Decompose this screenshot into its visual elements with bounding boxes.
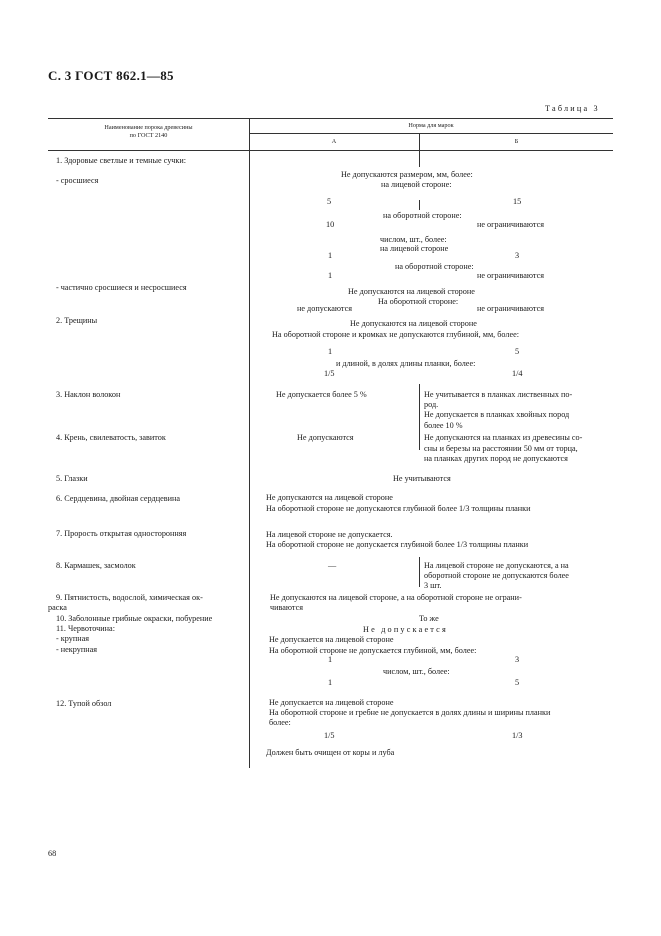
- row-6-title: 6. Сердцевина, двойная сердцевина: [56, 494, 180, 503]
- r8-b1: На лицевой стороне не допускаются, а на: [424, 561, 569, 570]
- col-divider: [249, 118, 250, 768]
- r1b-va: не допускаются: [297, 304, 353, 313]
- head-grade-b: Б: [514, 138, 519, 145]
- r11b-t2: На оборотной стороне не допускается глубиной, мм, более:: [269, 646, 477, 655]
- r1a-v4a: 1: [328, 271, 333, 280]
- r6-t1: Не допускаются на лицевой стороне: [266, 493, 393, 502]
- row-7-title: 7. Прорость открытая односторонняя: [56, 529, 187, 538]
- head-col1-line1: Наименование порока древесины: [104, 124, 193, 131]
- row-12-title: 12. Тупой обзол: [56, 699, 112, 708]
- r1a-v4b: не ограничиваются: [477, 271, 544, 280]
- r9-t2: чиваются: [270, 603, 303, 612]
- row-3-title: 3. Наклон волокон: [56, 390, 121, 399]
- r7-t1: На лицевой стороне не допускается.: [266, 530, 393, 539]
- r12-t1: Не допускается на лицевой стороне: [269, 698, 394, 707]
- r2-v1a: 1: [328, 347, 333, 356]
- r4-a: Не допускаются: [297, 433, 354, 442]
- r2-v2a: 1/5: [324, 369, 335, 378]
- r12-vb: 1/3: [512, 731, 523, 740]
- r2-t1: Не допускаются на лицевой стороне: [350, 319, 477, 328]
- r12-t4: Должен быть очищен от коры и луба: [266, 748, 395, 757]
- r10-t: То же: [419, 614, 439, 623]
- head-sub-rule: [249, 133, 613, 134]
- r1a-t4: числом, шт., более:: [380, 235, 447, 244]
- r1a-t5: на лицевой стороне: [380, 244, 449, 253]
- ab-divider-seg: [419, 557, 420, 587]
- r2-t3: и длиной, в долях длины планки, более:: [336, 359, 476, 368]
- r3-b4: более 10 %: [424, 421, 463, 430]
- r1a-v2b: не ограничиваются: [477, 220, 544, 229]
- row-9-title-l2: раска: [48, 603, 67, 612]
- r7-t2: На оборотной стороне не допускается глубиной более 1/3 толщины планки: [266, 540, 529, 549]
- row-1b-title: - частично сросшиеся и несросшиеся: [56, 283, 187, 292]
- r4-b1: Не допускаются на планках из древесины со-: [424, 433, 583, 442]
- r1a-v2a: 10: [326, 220, 335, 229]
- r4-b3: на планках других пород не допускаются: [424, 454, 568, 463]
- r8-b2: оборотной стороне не допускаются более: [424, 571, 569, 580]
- ab-divider-seg: [419, 151, 420, 167]
- table-top-rule: [48, 118, 613, 119]
- r9-t1: Не допускаются на лицевой стороне, а на оборотной стороне не ограни-: [270, 593, 522, 602]
- r4-b2: сны и березы на расстоянии 50 мм от торца,: [424, 444, 578, 453]
- row-2-title: 2. Трещины: [56, 316, 98, 325]
- r11-t3: числом, шт., более:: [383, 667, 450, 676]
- r11-v2a: 1: [328, 678, 333, 687]
- r1a-v1b: 15: [513, 197, 522, 206]
- row-11a-title: - крупная: [56, 634, 89, 643]
- r1b-t2: На оборотной стороне:: [378, 297, 459, 306]
- head-norm: Норма для марок: [408, 122, 454, 129]
- head-grade-a: А: [331, 138, 337, 145]
- ab-divider-seg: [419, 384, 420, 450]
- r1a-v3a: 1: [328, 251, 333, 260]
- r2-v2b: 1/4: [512, 369, 523, 378]
- r5-t: Не учитываются: [393, 474, 451, 483]
- head-bottom-rule: [48, 150, 613, 151]
- r11-t: Не допускается: [363, 625, 448, 634]
- r3-b1: Не учитывается в планках лиственных по-: [424, 390, 573, 399]
- r12-t2: На оборотной стороне и гребне не допускается в долях длины и ширины планки: [269, 708, 551, 717]
- r8-a: —: [328, 561, 337, 570]
- r1a-v1a: 5: [327, 197, 332, 206]
- r1a-t1: Не допускаются размером, мм, более:: [341, 170, 473, 179]
- page-number: 68: [48, 849, 57, 858]
- row-1a-title: - сросшиеся: [56, 176, 99, 185]
- row-8-title: 8. Кармашек, засмолок: [56, 561, 136, 570]
- row-1-title: 1. Здоровые светлые и темные сучки:: [56, 156, 187, 165]
- row-11b-title: - некрупная: [56, 645, 98, 654]
- r11a-t1: Не допускается на лицевой стороне: [269, 635, 394, 644]
- r3-a: Не допускается более 5 %: [276, 390, 367, 399]
- r2-v1b: 5: [515, 347, 520, 356]
- r1a-t6: на оборотной стороне:: [395, 262, 474, 271]
- r12-t3: более:: [269, 718, 291, 727]
- row-5-title: 5. Глазки: [56, 474, 88, 483]
- r1a-t3: на оборотной стороне:: [383, 211, 462, 220]
- row-9-title-l1: 9. Пятнистость, водослой, химическая ок-: [56, 593, 203, 602]
- r1a-v3b: 3: [515, 251, 520, 260]
- table-label: Таблица 3: [545, 104, 600, 113]
- r1a-t2: на лицевой стороне:: [381, 180, 452, 189]
- row-10-title: 10. Заболонные грибные окраски, побурение: [56, 614, 213, 623]
- row-4-title: 4. Крень, свилеватость, завиток: [56, 433, 166, 442]
- r12-va: 1/5: [324, 731, 335, 740]
- r11-v2b: 5: [515, 678, 520, 687]
- r8-b3: 3 шт.: [424, 581, 442, 590]
- head-col1-line2: по ГОСТ 2140: [129, 132, 168, 139]
- r1b-t1: Не допускаются на лицевой стороне: [348, 287, 475, 296]
- r6-t2: На оборотной стороне не допускаются глубиной более 1/3 толщины планки: [266, 504, 531, 513]
- r1b-vb: не ограничиваются: [477, 304, 544, 313]
- row-11-title: 11. Червоточина:: [56, 624, 115, 633]
- r11-v1b: 3: [515, 655, 520, 664]
- r11-v1a: 1: [328, 655, 333, 664]
- r2-t2: На оборотной стороне и кромках не допускаются глубиной, мм, более:: [272, 330, 520, 339]
- r3-b3: Не допускается в планках хвойных пород: [424, 410, 570, 419]
- ab-divider-seg: [419, 200, 420, 210]
- r3-b2: род.: [424, 400, 439, 409]
- page-header: С. 3 ГОСТ 862.1—85: [48, 68, 174, 83]
